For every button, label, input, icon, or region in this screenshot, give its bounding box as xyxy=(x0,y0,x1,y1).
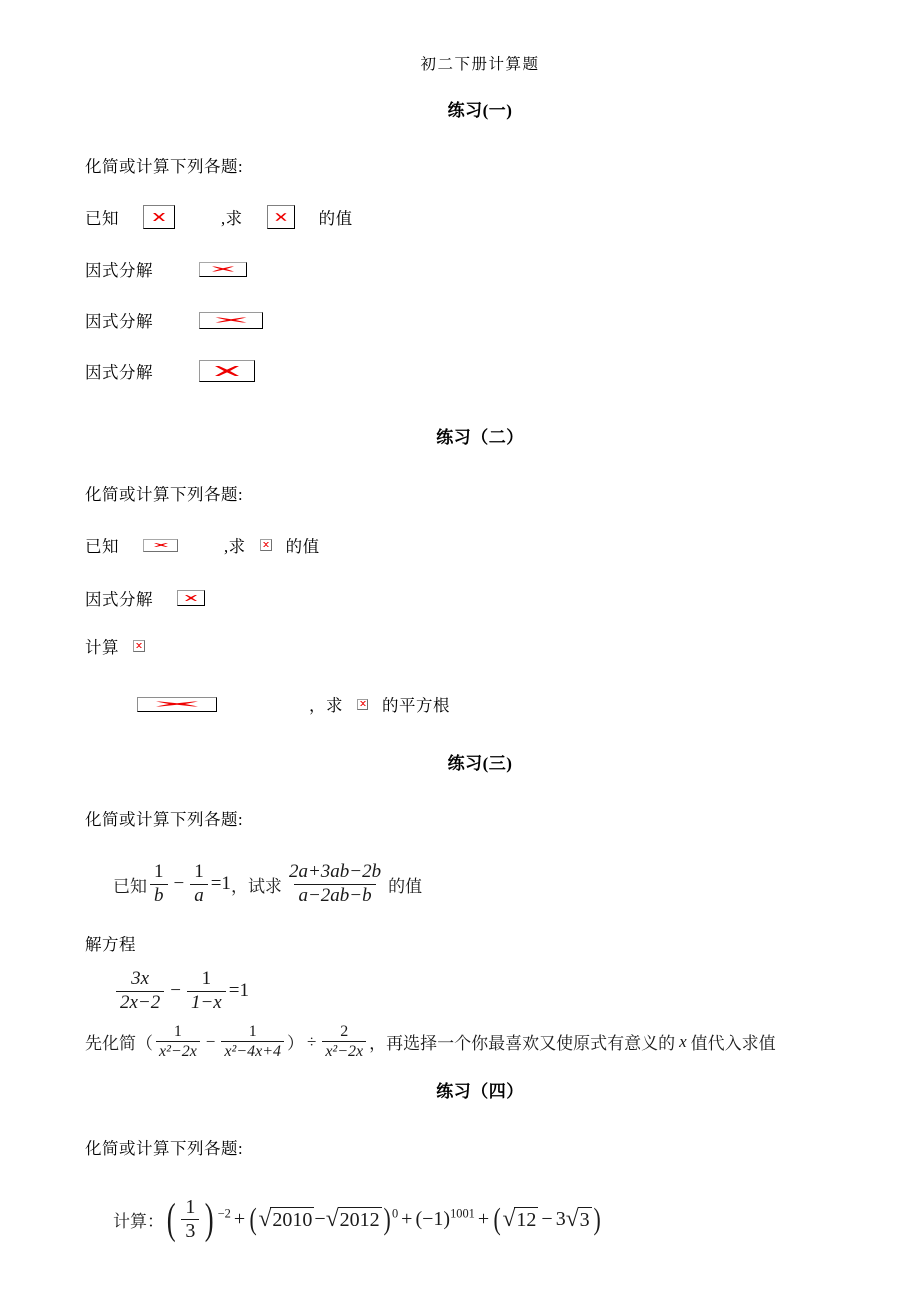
open-paren: ( xyxy=(166,1195,176,1243)
open-paren: ( xyxy=(493,1201,501,1237)
numerator: 1 xyxy=(154,861,164,882)
red-x-glyph xyxy=(155,701,199,708)
exponent-value: −2 xyxy=(217,1206,231,1221)
fraction-1-over-x2-minus-4x-plus-4 xyxy=(221,1023,284,1061)
section-heading-4: 练习（四） xyxy=(436,1081,524,1101)
red-x-glyph xyxy=(214,365,240,377)
open-paren: ( xyxy=(415,1208,423,1231)
close-paren: ) xyxy=(593,1201,601,1237)
simplify-tail-text: 再选择一个你最喜欢又使原式有意义的 xyxy=(386,1034,676,1055)
red-x-glyph xyxy=(359,701,366,708)
broken-image-x-icon[interactable] xyxy=(199,312,263,329)
equals-one: =1 xyxy=(210,873,231,895)
sqrt-3 xyxy=(566,1207,592,1232)
broken-image-x-icon[interactable] xyxy=(177,590,205,606)
broken-image-x-icon[interactable] xyxy=(143,539,178,552)
broken-image-x-icon[interactable] xyxy=(143,205,175,229)
numerator: 2 xyxy=(340,1023,349,1041)
fraction-one-over-b xyxy=(150,862,168,906)
red-x-glyph xyxy=(153,542,169,548)
broken-image-x-icon[interactable] xyxy=(199,360,255,382)
sqrt-12 xyxy=(502,1207,538,1232)
radicand: 2010 xyxy=(272,1209,313,1232)
red-x-glyph xyxy=(262,542,269,549)
section-4-prompt: 化简或计算下列各题: xyxy=(85,1138,244,1158)
formula-section3-q1 xyxy=(85,862,835,906)
radical-sign: √ xyxy=(502,1206,516,1233)
radical-sign: √ xyxy=(325,1206,339,1233)
radical-sign: √ xyxy=(258,1206,272,1233)
section-2-item-2 xyxy=(85,586,835,610)
sqrt-2010 xyxy=(258,1207,314,1232)
fraction-3x-over-2x-minus-2 xyxy=(116,969,164,1013)
red-x-glyph xyxy=(274,212,287,222)
minus-operator: − xyxy=(314,1208,326,1231)
sqrt-2012 xyxy=(326,1207,382,1232)
red-x-glyph xyxy=(136,643,143,650)
numerator: 1 xyxy=(185,1195,196,1218)
fraction-2-over-x2-minus-2x xyxy=(322,1023,366,1061)
radicand: 2012 xyxy=(339,1209,380,1232)
comma: ， xyxy=(230,876,248,897)
section-1-item-2 xyxy=(85,257,835,281)
divide-operator: ÷ xyxy=(306,1031,317,1051)
item-mid-text: ,求 xyxy=(221,209,243,228)
plus-operator: + xyxy=(401,1208,413,1231)
section-2-item-1 xyxy=(85,533,835,557)
formula-section3-q2 xyxy=(85,969,835,1013)
denominator: a xyxy=(190,884,208,907)
item-lead-text: 因式分解 xyxy=(85,363,153,382)
broken-image-x-icon[interactable] xyxy=(260,539,272,551)
minus-operator: − xyxy=(541,1208,553,1231)
denominator: b xyxy=(150,884,168,907)
radicand: 12 xyxy=(516,1209,537,1232)
section-1-item-3 xyxy=(85,308,835,332)
numerator: 1 xyxy=(173,1023,182,1041)
numerator: 3x xyxy=(131,968,150,990)
denominator: 1−x xyxy=(187,991,226,1014)
variable-x: x xyxy=(679,1031,687,1051)
close-paren: ) xyxy=(205,1195,214,1243)
item-lead-text: 已知 xyxy=(85,537,119,556)
item-tail-text: 的值 xyxy=(285,537,320,556)
fraction-1-over-x2-minus-2x xyxy=(156,1023,200,1061)
broken-image-x-icon[interactable] xyxy=(267,205,295,229)
close-paren: ） xyxy=(286,1034,304,1055)
minus-operator: − xyxy=(173,873,185,895)
comma: ， xyxy=(369,1034,387,1055)
item-mid-text: ，求 xyxy=(309,696,343,715)
formula-section3-q3 xyxy=(85,1023,835,1061)
denominator: 3 xyxy=(181,1219,199,1243)
open-paren: ( xyxy=(249,1201,257,1237)
radical-sign: √ xyxy=(565,1206,579,1233)
negative-one: −1 xyxy=(422,1208,444,1231)
exponent-zero xyxy=(392,1208,398,1231)
red-x-glyph xyxy=(211,266,235,273)
red-x-glyph xyxy=(152,212,166,222)
fraction-1-over-1-minus-x xyxy=(187,969,226,1013)
section-heading-3: 练习(三) xyxy=(447,754,513,773)
numerator: 1 xyxy=(201,968,212,990)
denominator: x²−2x xyxy=(156,1041,200,1060)
denominator: 2x−2 xyxy=(116,991,164,1014)
ask-text: 试求 xyxy=(247,876,282,897)
exponent-value: 1001 xyxy=(450,1206,475,1221)
section-3-q2-label: 解方程 xyxy=(85,935,136,955)
item-lead-text: 计算 xyxy=(85,638,119,657)
exponent-minus-2 xyxy=(218,1208,231,1231)
equals-one: =1 xyxy=(228,980,249,1002)
denominator: a−2ab−b xyxy=(294,884,375,907)
denominator: x²−2x xyxy=(322,1041,366,1060)
section-3-prompt: 化简或计算下列各题: xyxy=(85,810,244,829)
broken-image-x-icon[interactable] xyxy=(137,697,217,712)
plus-operator: + xyxy=(477,1208,490,1231)
coefficient-3: 3 xyxy=(555,1208,566,1231)
page-content xyxy=(85,52,835,1243)
exponent-1001 xyxy=(450,1208,475,1231)
item-lead-text: 因式分解 xyxy=(85,590,153,609)
fraction-one-third xyxy=(181,1197,199,1243)
exponent-value: 0 xyxy=(391,1206,399,1221)
item-lead-text: 因式分解 xyxy=(85,261,153,280)
broken-image-x-icon[interactable] xyxy=(133,640,145,652)
item-lead-text: 因式分解 xyxy=(85,312,153,331)
section-2-prompt: 化简或计算下列各题: xyxy=(85,485,244,504)
item-mid-text: ,求 xyxy=(224,537,246,556)
broken-image-x-icon[interactable] xyxy=(357,699,368,710)
minus-operator: − xyxy=(205,1031,216,1051)
plus-operator: + xyxy=(233,1208,246,1231)
red-x-glyph xyxy=(184,594,198,602)
close-paren: ) xyxy=(383,1201,391,1237)
formula-lead: 计算： xyxy=(113,1212,164,1233)
numerator: 1 xyxy=(194,861,204,882)
item-tail-text: 的平方根 xyxy=(382,696,450,715)
section-1-item-4 xyxy=(85,359,835,383)
document-title: 初二下册计算题 xyxy=(420,55,540,73)
simplify-tail-text-2: 值代入求值 xyxy=(690,1034,776,1055)
numerator: 1 xyxy=(248,1023,257,1041)
section-1-item-1 xyxy=(85,205,835,229)
formula-lead: 已知 xyxy=(113,876,147,897)
broken-image-x-icon[interactable] xyxy=(199,262,247,277)
denominator: x²−4x+4 xyxy=(221,1041,284,1060)
close-paren: ) xyxy=(443,1208,451,1231)
item-tail-text: 的值 xyxy=(318,209,353,228)
section-heading-2: 练习（二） xyxy=(436,428,524,447)
minus-operator: − xyxy=(170,980,181,1002)
simplify-lead: 先化简（ xyxy=(85,1034,153,1055)
section-2-item-3 xyxy=(85,634,835,658)
section-2-item-4 xyxy=(85,692,835,716)
red-x-glyph xyxy=(215,316,248,324)
section-heading-1: 练习(一) xyxy=(447,101,513,120)
numerator: 2a+3ab−2b xyxy=(288,861,382,882)
radicand: 3 xyxy=(579,1209,590,1232)
formula-section4-q1 xyxy=(85,1197,835,1243)
item-lead-text: 已知 xyxy=(85,209,119,228)
section-1-prompt: 化简或计算下列各题: xyxy=(85,157,244,176)
formula-tail: 的值 xyxy=(388,876,423,897)
fraction-expression xyxy=(285,862,385,906)
fraction-one-over-a xyxy=(190,862,208,906)
